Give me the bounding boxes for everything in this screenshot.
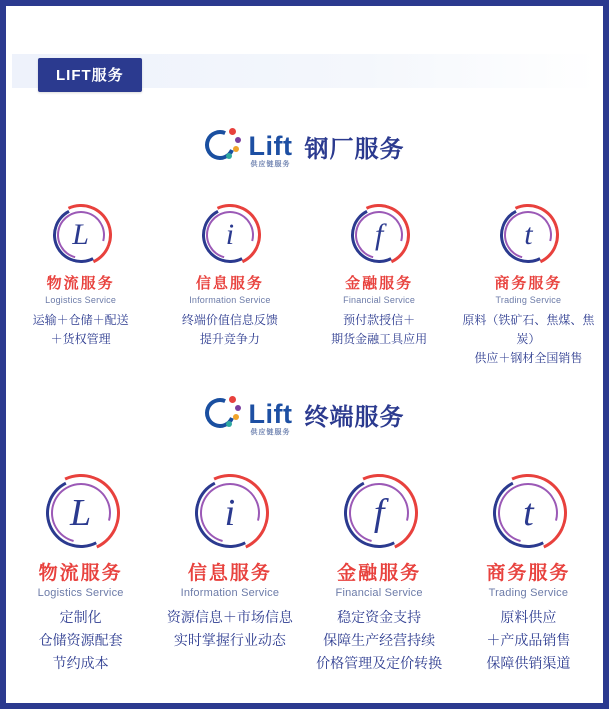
- service-name-cn: 物流服务: [46, 275, 115, 292]
- service-card-row-steel: [6, 204, 603, 305]
- badge-letter: t: [524, 218, 533, 251]
- lift-wordmark: Lift 供应链服务: [248, 130, 293, 168]
- desc-line: 原料（铁矿石、焦煤、焦炭）: [462, 313, 595, 346]
- service-desc-trading: [454, 311, 603, 368]
- desc-line: 价格管理及定价转换: [316, 655, 443, 671]
- section-title-terminal: [6, 396, 603, 436]
- service-desc-trading: [454, 606, 603, 675]
- financial-badge-icon: [340, 474, 418, 552]
- service-desc-logistics: [6, 311, 155, 368]
- service-card-logistics: [6, 474, 155, 599]
- lift-wordmark-sub: 供应链服务: [250, 428, 291, 436]
- desc-line: 资源信息＋市场信息: [166, 609, 293, 625]
- desc-line: 保障供销渠道: [486, 655, 571, 671]
- lift-wordmark-sub: 供应链服务: [250, 160, 291, 168]
- service-desc-row-terminal: [6, 606, 603, 675]
- desc-line: 定制化: [59, 609, 102, 625]
- trading-badge-icon: [489, 474, 567, 552]
- service-name-cn: 金融服务: [337, 563, 422, 584]
- service-name-en: Financial Service: [335, 587, 423, 599]
- desc-line: 实时掌握行业动态: [173, 632, 286, 648]
- service-card-financial: [305, 474, 454, 599]
- lift-wordmark: Lift 供应链服务: [248, 398, 293, 436]
- service-card-logistics: [6, 204, 155, 305]
- information-badge-icon: [191, 474, 269, 552]
- badge-letter: t: [523, 492, 534, 534]
- service-name-en: Information Service: [189, 295, 271, 305]
- trading-badge-icon: [497, 204, 559, 266]
- badge-letter: L: [70, 492, 92, 534]
- desc-line: ＋产成品销售: [486, 632, 571, 648]
- service-name-cn: 信息服务: [187, 563, 272, 584]
- service-desc-logistics: [6, 606, 155, 675]
- information-badge-icon: [199, 204, 261, 266]
- desc-line: 原料供应: [500, 609, 557, 625]
- service-desc-information: [155, 606, 304, 675]
- badge-letter: i: [224, 492, 236, 534]
- desc-line: 提升竞争力: [199, 332, 260, 346]
- logistics-badge-icon: [42, 474, 120, 552]
- badge-letter: L: [72, 218, 89, 251]
- service-name-en: Financial Service: [343, 295, 416, 305]
- desc-line: 稳定资金支持: [337, 609, 422, 625]
- service-name-en: Logistics Service: [45, 295, 117, 305]
- desc-line: ＋货权管理: [50, 332, 111, 346]
- service-name-en: Trading Service: [488, 587, 569, 599]
- service-name-cn: 信息服务: [195, 275, 264, 292]
- service-desc-information: [155, 311, 304, 368]
- logistics-badge-icon: [50, 204, 112, 266]
- service-card-trading: [454, 204, 603, 305]
- desc-line: 仓储资源配套: [38, 632, 123, 648]
- service-name-cn: 物流服务: [38, 563, 123, 584]
- service-name-cn: 金融服务: [345, 275, 414, 292]
- desc-line: 终端价值信息反馈: [181, 313, 278, 327]
- service-desc-financial: [305, 606, 454, 675]
- service-card-trading: [454, 474, 603, 599]
- service-name-cn: 商务服务: [486, 563, 571, 584]
- desc-line: 运输＋仓储＋配送: [32, 313, 129, 327]
- section-title-text: 钢厂服务: [304, 135, 405, 163]
- service-name-en: Information Service: [180, 587, 280, 599]
- service-name-cn: 商务服务: [494, 275, 563, 292]
- badge-letter: f: [374, 218, 384, 251]
- desc-line: 保障生产经营持续: [323, 632, 436, 648]
- service-card-row-terminal: [6, 474, 603, 599]
- service-name-en: Trading Service: [495, 295, 562, 305]
- service-name-en: Logistics Service: [37, 587, 124, 599]
- section-title-text: 终端服务: [304, 403, 405, 431]
- lift-logo-icon: [205, 128, 241, 164]
- badge-letter: i: [225, 218, 235, 251]
- desc-line: 预付款授信＋: [343, 313, 416, 327]
- service-card-financial: [305, 204, 454, 305]
- section-title-steel-mill: [6, 128, 603, 168]
- service-card-information: [155, 204, 304, 305]
- desc-line: 节约成本: [52, 655, 109, 671]
- lift-logo-icon: [205, 396, 241, 432]
- section-tab-lift-service: LIFT服务: [38, 58, 142, 92]
- service-desc-row-steel: [6, 311, 603, 368]
- service-card-information: [155, 474, 304, 599]
- service-desc-financial: [305, 311, 454, 368]
- desc-line: 期货金融工具应用: [331, 332, 428, 346]
- financial-badge-icon: [348, 204, 410, 266]
- desc-line: 供应＋钢材全国销售: [474, 351, 583, 365]
- badge-letter: f: [373, 492, 385, 534]
